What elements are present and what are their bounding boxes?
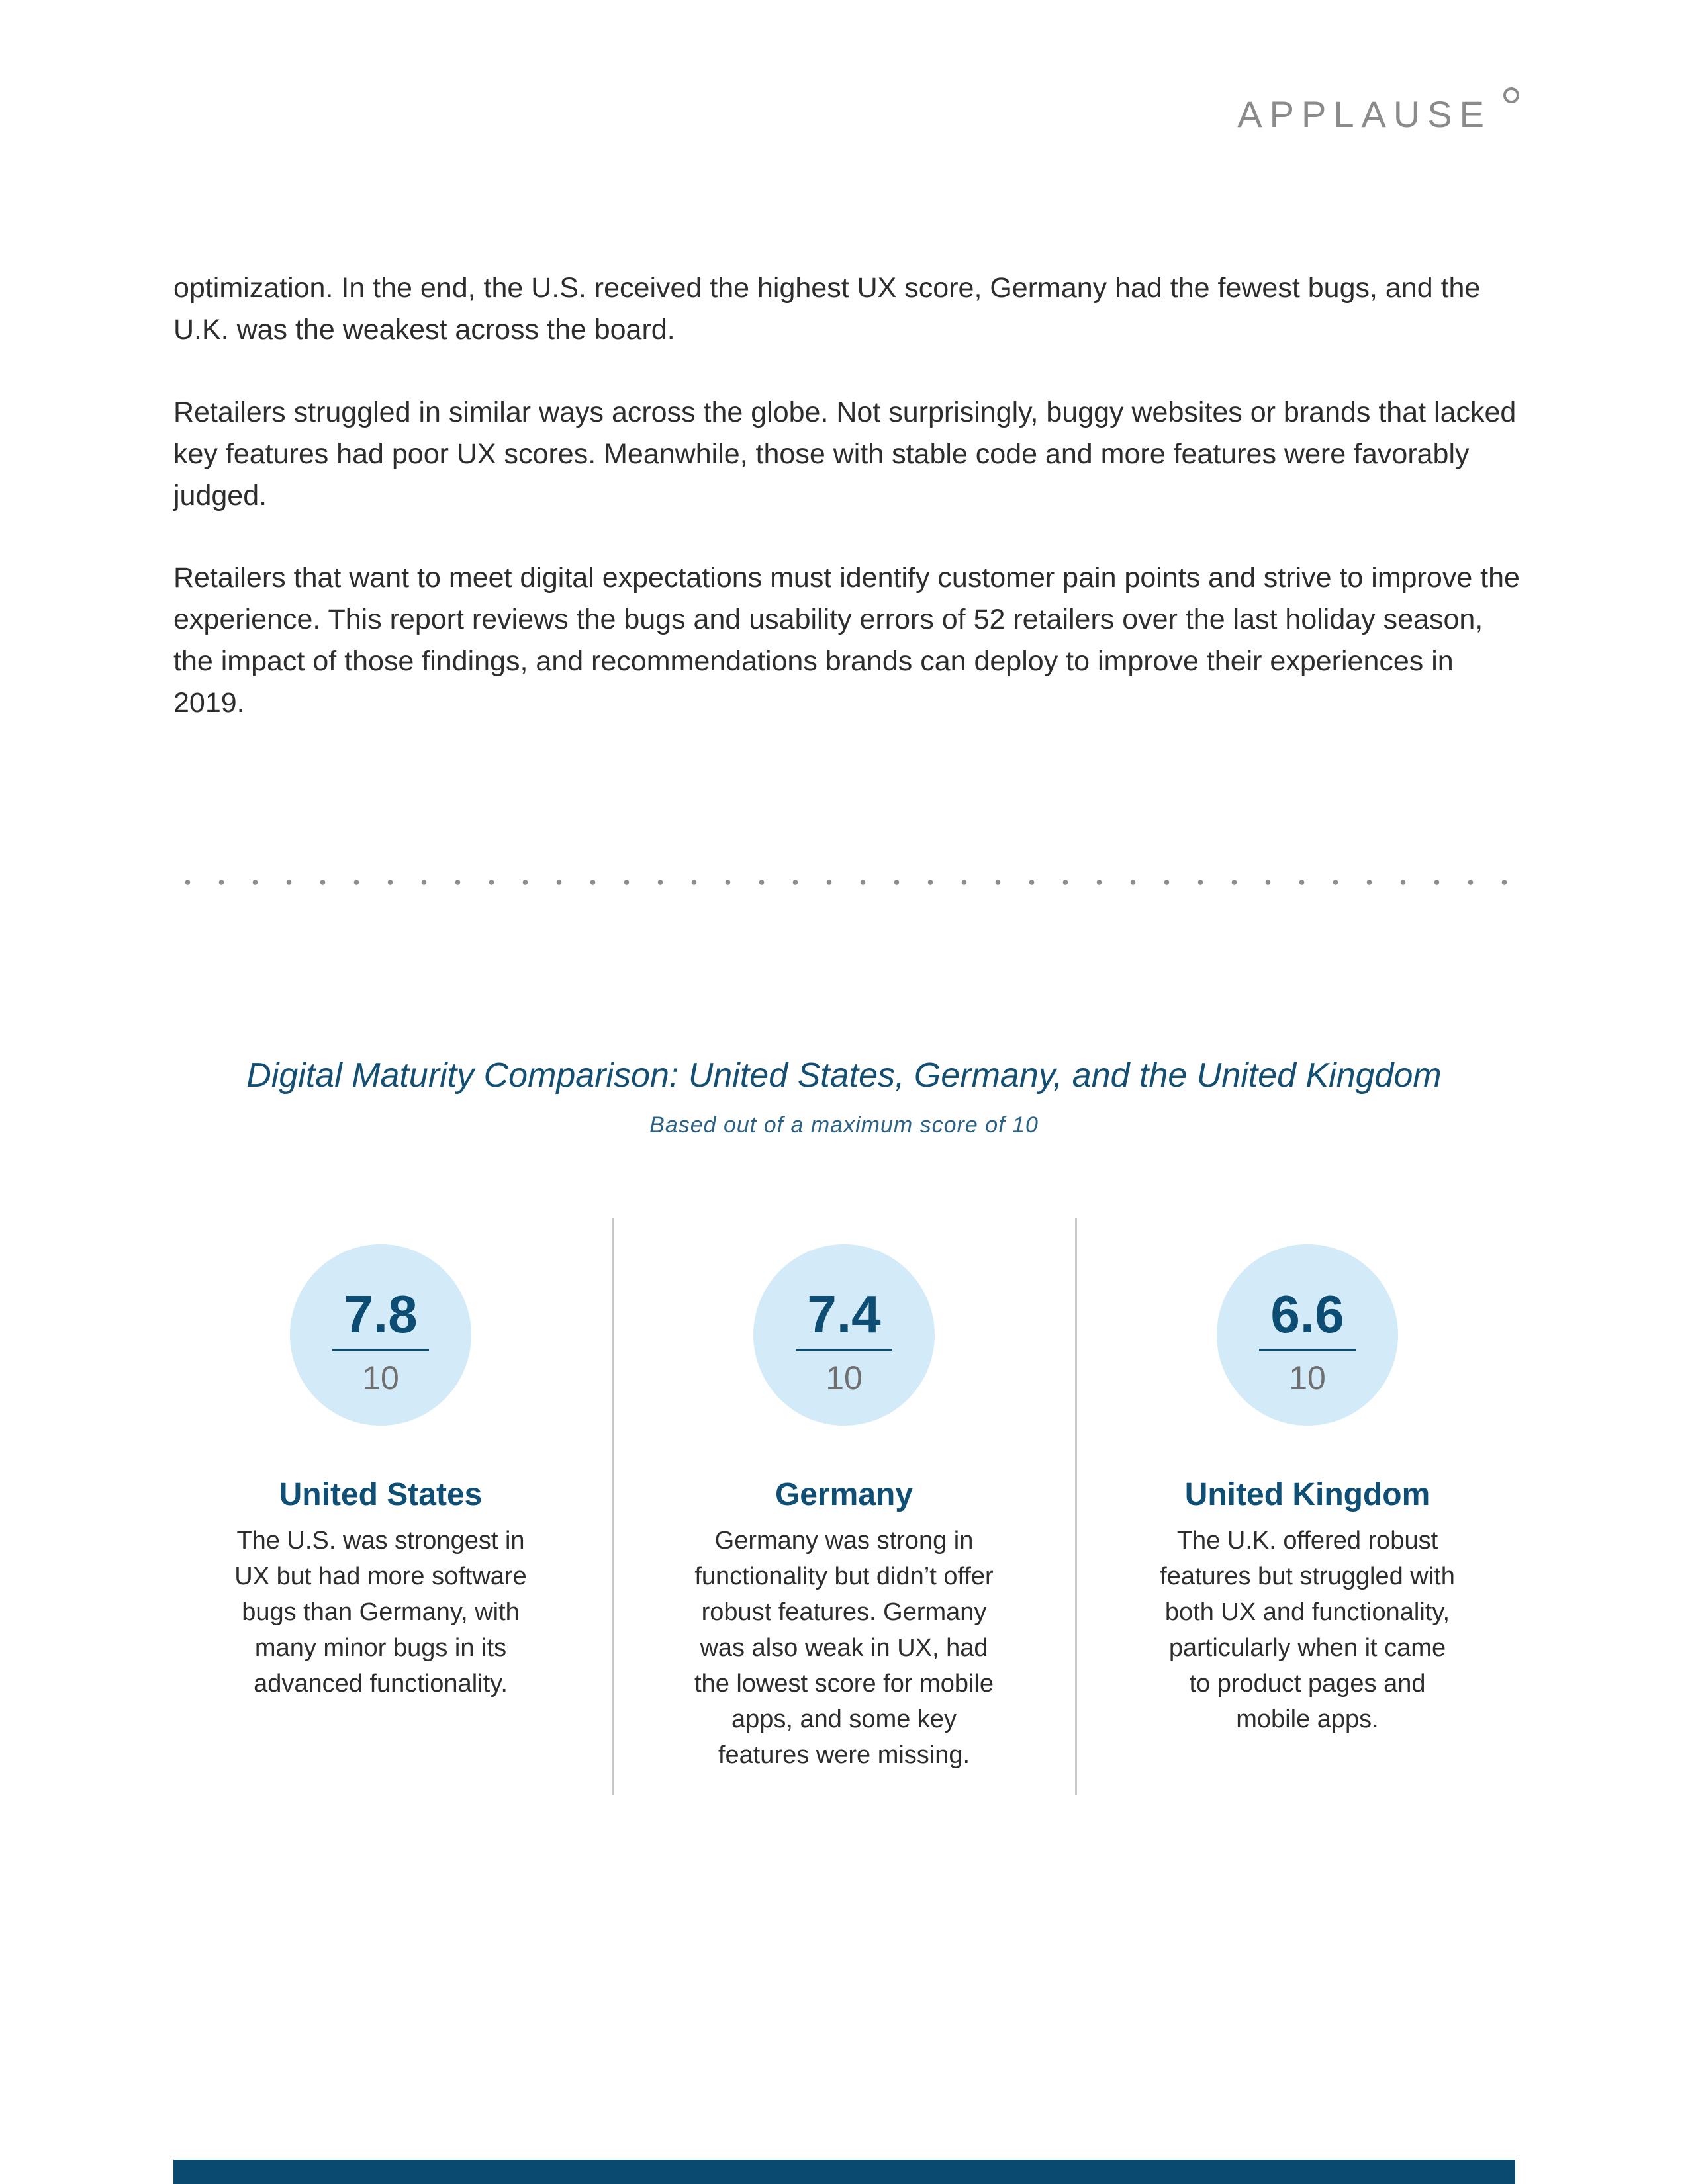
column-divider — [612, 1218, 614, 1795]
fraction-line — [332, 1349, 429, 1351]
score-max: 10 — [362, 1359, 399, 1396]
country-card-germany — [665, 1244, 1023, 1773]
comparison-title: Digital Maturity Comparison: United States, Germany, and the United Kingdom — [246, 1056, 1442, 1095]
comparison-subtitle: Based out of a maximum score of 10 — [649, 1113, 1039, 1138]
score-max: 10 — [1289, 1359, 1326, 1396]
intro-paragraph-3 — [173, 557, 1524, 724]
footer-bar — [173, 2160, 1515, 2184]
country-name: United States — [279, 1477, 483, 1512]
country-card-united-states — [202, 1244, 559, 1702]
score-badge — [753, 1244, 935, 1426]
score-max: 10 — [825, 1359, 863, 1396]
score-value: 6.6 — [1270, 1285, 1344, 1343]
paragraph-text: optimization. In the end, the U.S. received the highest UX score, Germany had the fewest bugs, and the U.K. was the weakest across the board. — [173, 272, 1481, 345]
paragraph-text: Retailers that want to meet digital expectations must identify customer pain points and strive to improve the experience. This report reviews the bugs and usability errors of 52 retailers over the last holiday season, the impact of those findings, and recommendations brands can deploy to improve their experiences in 2019. — [173, 562, 1520, 719]
country-card-united-kingdom — [1129, 1244, 1486, 1737]
fraction-line — [1259, 1349, 1356, 1351]
logo-ring-icon — [1503, 87, 1519, 103]
country-name: United Kingdom — [1184, 1477, 1430, 1512]
country-description: Germany was strong in functionality but didn’t offer robust features. Germany was also weak in UX, had the lowest score for mobile apps, and some key features were missing. — [694, 1527, 994, 1769]
country-description: The U.K. offered robust features but struggled with both UX and functionality, particularly when it came to product pages and mobile apps. — [1160, 1527, 1455, 1733]
applause-logo — [1237, 91, 1519, 138]
dotted-divider — [171, 879, 1521, 886]
logo-text: APPLAUSE — [1237, 93, 1491, 135]
paragraph-text: Retailers struggled in similar ways across the globe. Not surprisingly, buggy websites or brands that lacked key features had poor UX scores. Meanwhile, those with stable code and more features were favorably judged. — [173, 396, 1517, 512]
score-badge — [1217, 1244, 1398, 1426]
score-value: 7.8 — [344, 1285, 418, 1343]
score-value: 7.4 — [807, 1285, 881, 1343]
country-description: The U.S. was strongest in UX but had more software bugs than Germany, with many minor bugs in its advanced functionality. — [234, 1527, 527, 1698]
fraction-line — [796, 1349, 892, 1351]
country-name: Germany — [774, 1477, 914, 1512]
intro-paragraph-2 — [173, 392, 1524, 517]
score-badge — [290, 1244, 471, 1426]
column-divider — [1075, 1218, 1077, 1795]
intro-paragraph-1 — [173, 267, 1524, 351]
